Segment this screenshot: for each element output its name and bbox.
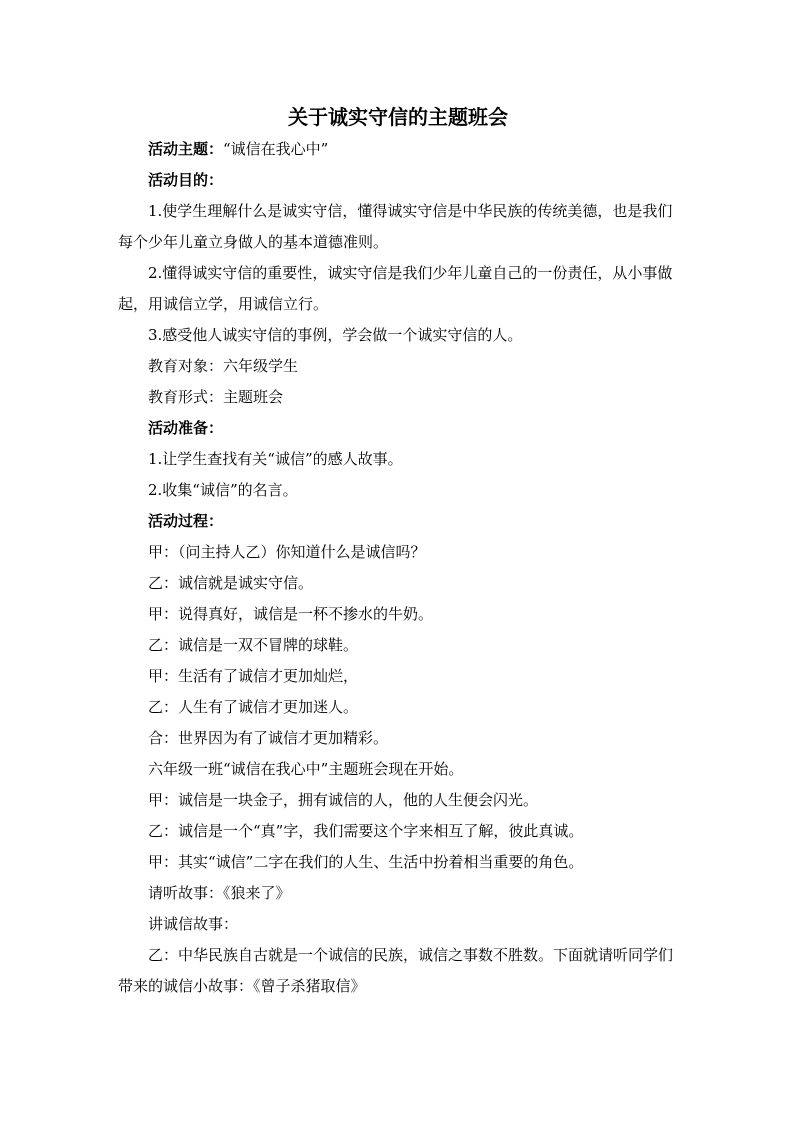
process-line: 合：世界因为有了诚信才更加精彩。 <box>148 729 389 747</box>
theme-line <box>118 134 678 165</box>
process-line: 甲：生活有了诚信才更加灿烂， <box>148 667 359 685</box>
document-title: 关于诚实守信的主题班会 <box>288 105 508 129</box>
process-line: 讲诚信故事： <box>148 915 239 933</box>
goal-item-2: 2.懂得诚实守信的重要性，诚实守信是我们少年儿童自己的一份责任，从小事做起，用诚信立学，用诚信立行。 <box>118 264 673 313</box>
process-line: 乙：诚信是一双不冒牌的球鞋。 <box>148 636 359 654</box>
process-line: 甲：说得真好，诚信是一杯不掺水的牛奶。 <box>148 605 434 623</box>
process-line: 甲：其实“诚信”二字在我们的人生、生活中扮着相当重要的角色。 <box>148 853 584 871</box>
prep-item-1: 1.让学生查找有关“诚信”的感人故事。 <box>148 450 403 468</box>
process-line: 乙：诚信是一个“真”字，我们需要这个字来相互了解，彼此真诚。 <box>148 822 584 840</box>
theme-label: 活动主题： <box>148 140 224 158</box>
process-line: 乙：诚信就是诚实守信。 <box>148 574 314 592</box>
prep-item-2: 2.收集“诚信”的名言。 <box>148 481 298 499</box>
process-line: 请听故事：《狼来了》 <box>148 884 291 902</box>
process-line: 甲：（问主持人乙）你知道什么是诚信吗？ <box>148 543 426 561</box>
goal-heading: 活动目的： <box>148 171 224 189</box>
process-line: 乙：人生有了诚信才更加迷人。 <box>148 698 359 716</box>
education-form: 教育形式：主题班会 <box>148 388 284 406</box>
document-page <box>118 100 678 1002</box>
process-heading: 活动过程： <box>148 512 224 530</box>
prep-heading: 活动准备： <box>148 419 224 437</box>
process-line: 甲：诚信是一块金子，拥有诚信的人，他的人生便会闪光。 <box>148 791 539 809</box>
goal-item-1: 1.使学生理解什么是诚实守信，懂得诚实守信是中华民族的传统美德，也是我们每个少年儿童立身做人的基本道德准则。 <box>118 202 673 251</box>
goal-item-3: 3.感受他人诚实守信的事例，学会做一个诚实守信的人。 <box>148 326 523 344</box>
theme-value: “诚信在我心中” <box>223 140 329 158</box>
process-line: 乙：中华民族自古就是一个诚信的民族，诚信之事数不胜数。下面就请听同学们带来的诚信小故事：《曾子杀猪取信》 <box>118 946 674 995</box>
education-target: 教育对象：六年级学生 <box>148 357 299 375</box>
process-line: 六年级一班“诚信在我心中”主题班会现在开始。 <box>148 760 464 778</box>
